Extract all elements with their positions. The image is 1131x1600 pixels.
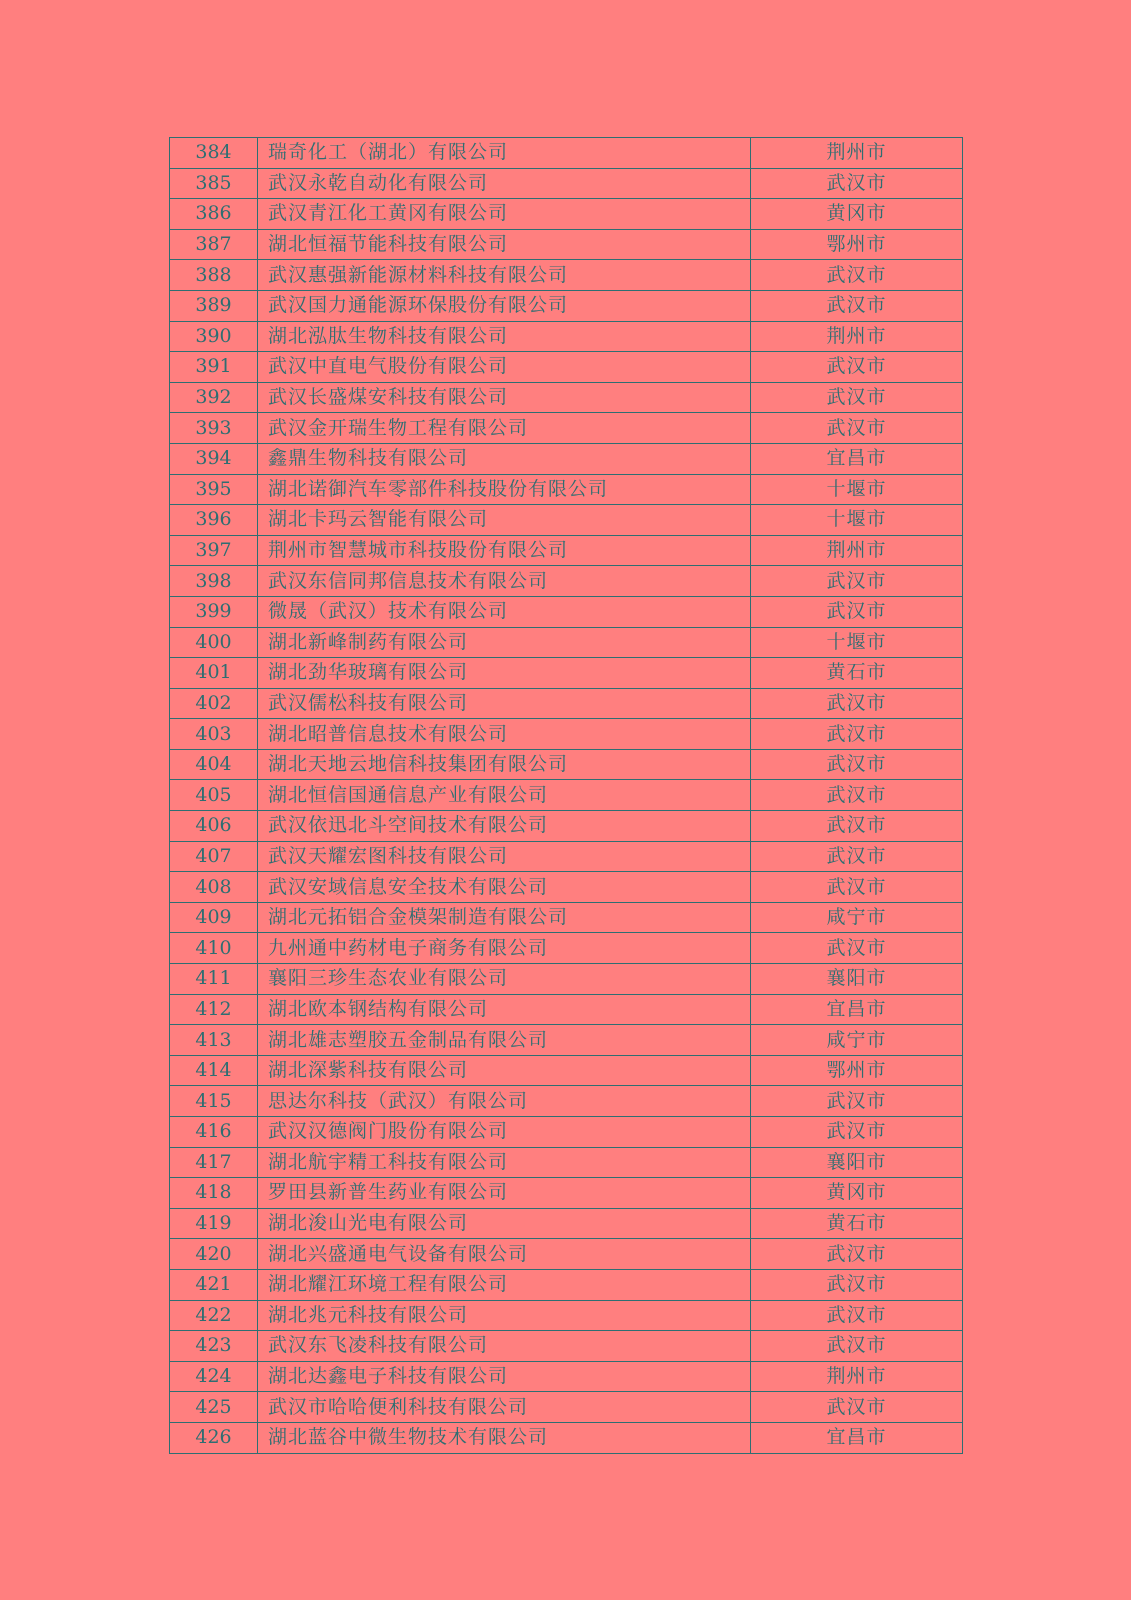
company-name-cell: 武汉惠强新能源材料科技有限公司 — [258, 260, 751, 291]
table-row — [170, 780, 963, 811]
row-number-cell: 392 — [170, 382, 258, 413]
table-row — [170, 1361, 963, 1392]
table-row — [170, 1300, 963, 1331]
row-number-cell: 386 — [170, 199, 258, 230]
city-cell: 武汉市 — [751, 1392, 963, 1423]
company-name-cell: 荆州市智慧城市科技股份有限公司 — [258, 535, 751, 566]
company-name-cell: 武汉国力通能源环保股份有限公司 — [258, 290, 751, 321]
company-name-cell: 湖北浚山光电有限公司 — [258, 1208, 751, 1239]
company-name-cell: 湖北劲华玻璃有限公司 — [258, 658, 751, 689]
table-row — [170, 566, 963, 597]
row-number-cell: 425 — [170, 1392, 258, 1423]
table-row — [170, 994, 963, 1025]
city-cell: 咸宁市 — [751, 902, 963, 933]
company-name-cell: 武汉青江化工黄冈有限公司 — [258, 199, 751, 230]
company-name-cell: 湖北恒福节能科技有限公司 — [258, 229, 751, 260]
row-number-cell: 405 — [170, 780, 258, 811]
company-name-cell: 湖北新峰制药有限公司 — [258, 627, 751, 658]
company-name-cell: 瑞奇化工（湖北）有限公司 — [258, 138, 751, 169]
city-cell: 宜昌市 — [751, 443, 963, 474]
table-row — [170, 1025, 963, 1056]
row-number-cell: 407 — [170, 841, 258, 872]
table-row — [170, 321, 963, 352]
city-cell: 鄂州市 — [751, 229, 963, 260]
table-row — [170, 535, 963, 566]
row-number-cell: 398 — [170, 566, 258, 597]
row-number-cell: 408 — [170, 872, 258, 903]
row-number-cell: 419 — [170, 1208, 258, 1239]
row-number-cell: 384 — [170, 138, 258, 169]
table-row — [170, 1239, 963, 1270]
row-number-cell: 423 — [170, 1331, 258, 1362]
row-number-cell: 421 — [170, 1269, 258, 1300]
table-row — [170, 1331, 963, 1362]
row-number-cell: 420 — [170, 1239, 258, 1270]
company-name-cell: 湖北恒信国通信息产业有限公司 — [258, 780, 751, 811]
company-name-cell: 湖北卡玛云智能有限公司 — [258, 505, 751, 536]
company-name-cell: 武汉依迅北斗空间技术有限公司 — [258, 811, 751, 842]
city-cell: 荆州市 — [751, 1361, 963, 1392]
company-name-cell: 湖北兴盛通电气设备有限公司 — [258, 1239, 751, 1270]
city-cell: 武汉市 — [751, 413, 963, 444]
table-body — [170, 138, 963, 1454]
row-number-cell: 410 — [170, 933, 258, 964]
table-row — [170, 749, 963, 780]
city-cell: 荆州市 — [751, 138, 963, 169]
city-cell: 武汉市 — [751, 1086, 963, 1117]
company-name-cell: 武汉儒松科技有限公司 — [258, 688, 751, 719]
company-name-cell: 九州通中药材电子商务有限公司 — [258, 933, 751, 964]
city-cell: 黄石市 — [751, 1208, 963, 1239]
row-number-cell: 406 — [170, 811, 258, 842]
city-cell: 襄阳市 — [751, 1147, 963, 1178]
row-number-cell: 399 — [170, 596, 258, 627]
city-cell: 武汉市 — [751, 382, 963, 413]
city-cell: 武汉市 — [751, 1117, 963, 1148]
city-cell: 武汉市 — [751, 168, 963, 199]
row-number-cell: 424 — [170, 1361, 258, 1392]
table-row — [170, 1178, 963, 1209]
city-cell: 武汉市 — [751, 780, 963, 811]
row-number-cell: 413 — [170, 1025, 258, 1056]
table-row — [170, 229, 963, 260]
company-name-cell: 湖北诺御汽车零部件科技股份有限公司 — [258, 474, 751, 505]
company-name-cell: 湖北航宇精工科技有限公司 — [258, 1147, 751, 1178]
city-cell: 十堰市 — [751, 627, 963, 658]
table-row — [170, 1392, 963, 1423]
company-name-cell: 湖北达鑫电子科技有限公司 — [258, 1361, 751, 1392]
table-row — [170, 933, 963, 964]
row-number-cell: 394 — [170, 443, 258, 474]
company-name-cell: 武汉中直电气股份有限公司 — [258, 352, 751, 383]
company-name-cell: 思达尔科技（武汉）有限公司 — [258, 1086, 751, 1117]
company-name-cell: 湖北耀江环境工程有限公司 — [258, 1269, 751, 1300]
company-name-cell: 湖北元拓铝合金模架制造有限公司 — [258, 902, 751, 933]
city-cell: 十堰市 — [751, 505, 963, 536]
row-number-cell: 390 — [170, 321, 258, 352]
company-name-cell: 湖北兆元科技有限公司 — [258, 1300, 751, 1331]
table-row — [170, 872, 963, 903]
city-cell: 武汉市 — [751, 596, 963, 627]
city-cell: 十堰市 — [751, 474, 963, 505]
row-number-cell: 395 — [170, 474, 258, 505]
table-row — [170, 443, 963, 474]
city-cell: 黄冈市 — [751, 1178, 963, 1209]
city-cell: 武汉市 — [751, 352, 963, 383]
table-row — [170, 505, 963, 536]
company-name-cell: 湖北雄志塑胶五金制品有限公司 — [258, 1025, 751, 1056]
city-cell: 武汉市 — [751, 1300, 963, 1331]
table-row — [170, 1117, 963, 1148]
table-row — [170, 1269, 963, 1300]
company-name-cell: 湖北泓肽生物科技有限公司 — [258, 321, 751, 352]
city-cell: 武汉市 — [751, 260, 963, 291]
row-number-cell: 415 — [170, 1086, 258, 1117]
city-cell: 武汉市 — [751, 811, 963, 842]
table-row — [170, 1055, 963, 1086]
row-number-cell: 388 — [170, 260, 258, 291]
company-name-cell: 武汉汉德阀门股份有限公司 — [258, 1117, 751, 1148]
company-name-cell: 武汉市哈哈便利科技有限公司 — [258, 1392, 751, 1423]
city-cell: 武汉市 — [751, 749, 963, 780]
company-name-cell: 微晟（武汉）技术有限公司 — [258, 596, 751, 627]
company-name-cell: 武汉金开瑞生物工程有限公司 — [258, 413, 751, 444]
city-cell: 武汉市 — [751, 841, 963, 872]
table-row — [170, 811, 963, 842]
table-row — [170, 902, 963, 933]
row-number-cell: 396 — [170, 505, 258, 536]
company-name-cell: 武汉东信同邦信息技术有限公司 — [258, 566, 751, 597]
table-row — [170, 290, 963, 321]
table-row — [170, 719, 963, 750]
row-number-cell: 401 — [170, 658, 258, 689]
table-row — [170, 627, 963, 658]
table-row — [170, 964, 963, 995]
table-row — [170, 382, 963, 413]
row-number-cell: 385 — [170, 168, 258, 199]
city-cell: 武汉市 — [751, 688, 963, 719]
row-number-cell: 411 — [170, 964, 258, 995]
row-number-cell: 426 — [170, 1422, 258, 1453]
company-table — [169, 137, 963, 1454]
table-row — [170, 841, 963, 872]
row-number-cell: 414 — [170, 1055, 258, 1086]
row-number-cell: 403 — [170, 719, 258, 750]
company-name-cell: 武汉永乾自动化有限公司 — [258, 168, 751, 199]
company-name-cell: 湖北昭普信息技术有限公司 — [258, 719, 751, 750]
table-row — [170, 352, 963, 383]
city-cell: 武汉市 — [751, 1269, 963, 1300]
company-name-cell: 湖北蓝谷中微生物技术有限公司 — [258, 1422, 751, 1453]
table-row — [170, 138, 963, 169]
city-cell: 武汉市 — [751, 719, 963, 750]
row-number-cell: 409 — [170, 902, 258, 933]
city-cell: 荆州市 — [751, 321, 963, 352]
company-name-cell: 湖北欧本钢结构有限公司 — [258, 994, 751, 1025]
company-name-cell: 襄阳三珍生态农业有限公司 — [258, 964, 751, 995]
company-name-cell: 罗田县新普生药业有限公司 — [258, 1178, 751, 1209]
city-cell: 黄石市 — [751, 658, 963, 689]
row-number-cell: 416 — [170, 1117, 258, 1148]
row-number-cell: 393 — [170, 413, 258, 444]
row-number-cell: 412 — [170, 994, 258, 1025]
city-cell: 宜昌市 — [751, 994, 963, 1025]
table-row — [170, 260, 963, 291]
city-cell: 武汉市 — [751, 872, 963, 903]
city-cell: 荆州市 — [751, 535, 963, 566]
company-name-cell: 武汉东飞凌科技有限公司 — [258, 1331, 751, 1362]
table-row — [170, 168, 963, 199]
company-name-cell: 鑫鼎生物科技有限公司 — [258, 443, 751, 474]
company-name-cell: 武汉安域信息安全技术有限公司 — [258, 872, 751, 903]
company-name-cell: 湖北天地云地信科技集团有限公司 — [258, 749, 751, 780]
city-cell: 鄂州市 — [751, 1055, 963, 1086]
table-row — [170, 658, 963, 689]
table-row — [170, 413, 963, 444]
city-cell: 宜昌市 — [751, 1422, 963, 1453]
city-cell: 武汉市 — [751, 566, 963, 597]
document-page — [169, 137, 951, 1454]
table-row — [170, 1422, 963, 1453]
city-cell: 武汉市 — [751, 290, 963, 321]
row-number-cell: 402 — [170, 688, 258, 719]
company-name-cell: 武汉长盛煤安科技有限公司 — [258, 382, 751, 413]
company-name-cell: 湖北深紫科技有限公司 — [258, 1055, 751, 1086]
city-cell: 襄阳市 — [751, 964, 963, 995]
table-row — [170, 1208, 963, 1239]
table-row — [170, 1147, 963, 1178]
table-row — [170, 596, 963, 627]
city-cell: 武汉市 — [751, 1239, 963, 1270]
table-row — [170, 474, 963, 505]
row-number-cell: 422 — [170, 1300, 258, 1331]
row-number-cell: 397 — [170, 535, 258, 566]
table-row — [170, 199, 963, 230]
row-number-cell: 404 — [170, 749, 258, 780]
row-number-cell: 418 — [170, 1178, 258, 1209]
table-row — [170, 688, 963, 719]
city-cell: 武汉市 — [751, 933, 963, 964]
table-row — [170, 1086, 963, 1117]
company-name-cell: 武汉天耀宏图科技有限公司 — [258, 841, 751, 872]
row-number-cell: 389 — [170, 290, 258, 321]
row-number-cell: 400 — [170, 627, 258, 658]
city-cell: 咸宁市 — [751, 1025, 963, 1056]
city-cell: 黄冈市 — [751, 199, 963, 230]
city-cell: 武汉市 — [751, 1331, 963, 1362]
row-number-cell: 387 — [170, 229, 258, 260]
row-number-cell: 417 — [170, 1147, 258, 1178]
row-number-cell: 391 — [170, 352, 258, 383]
